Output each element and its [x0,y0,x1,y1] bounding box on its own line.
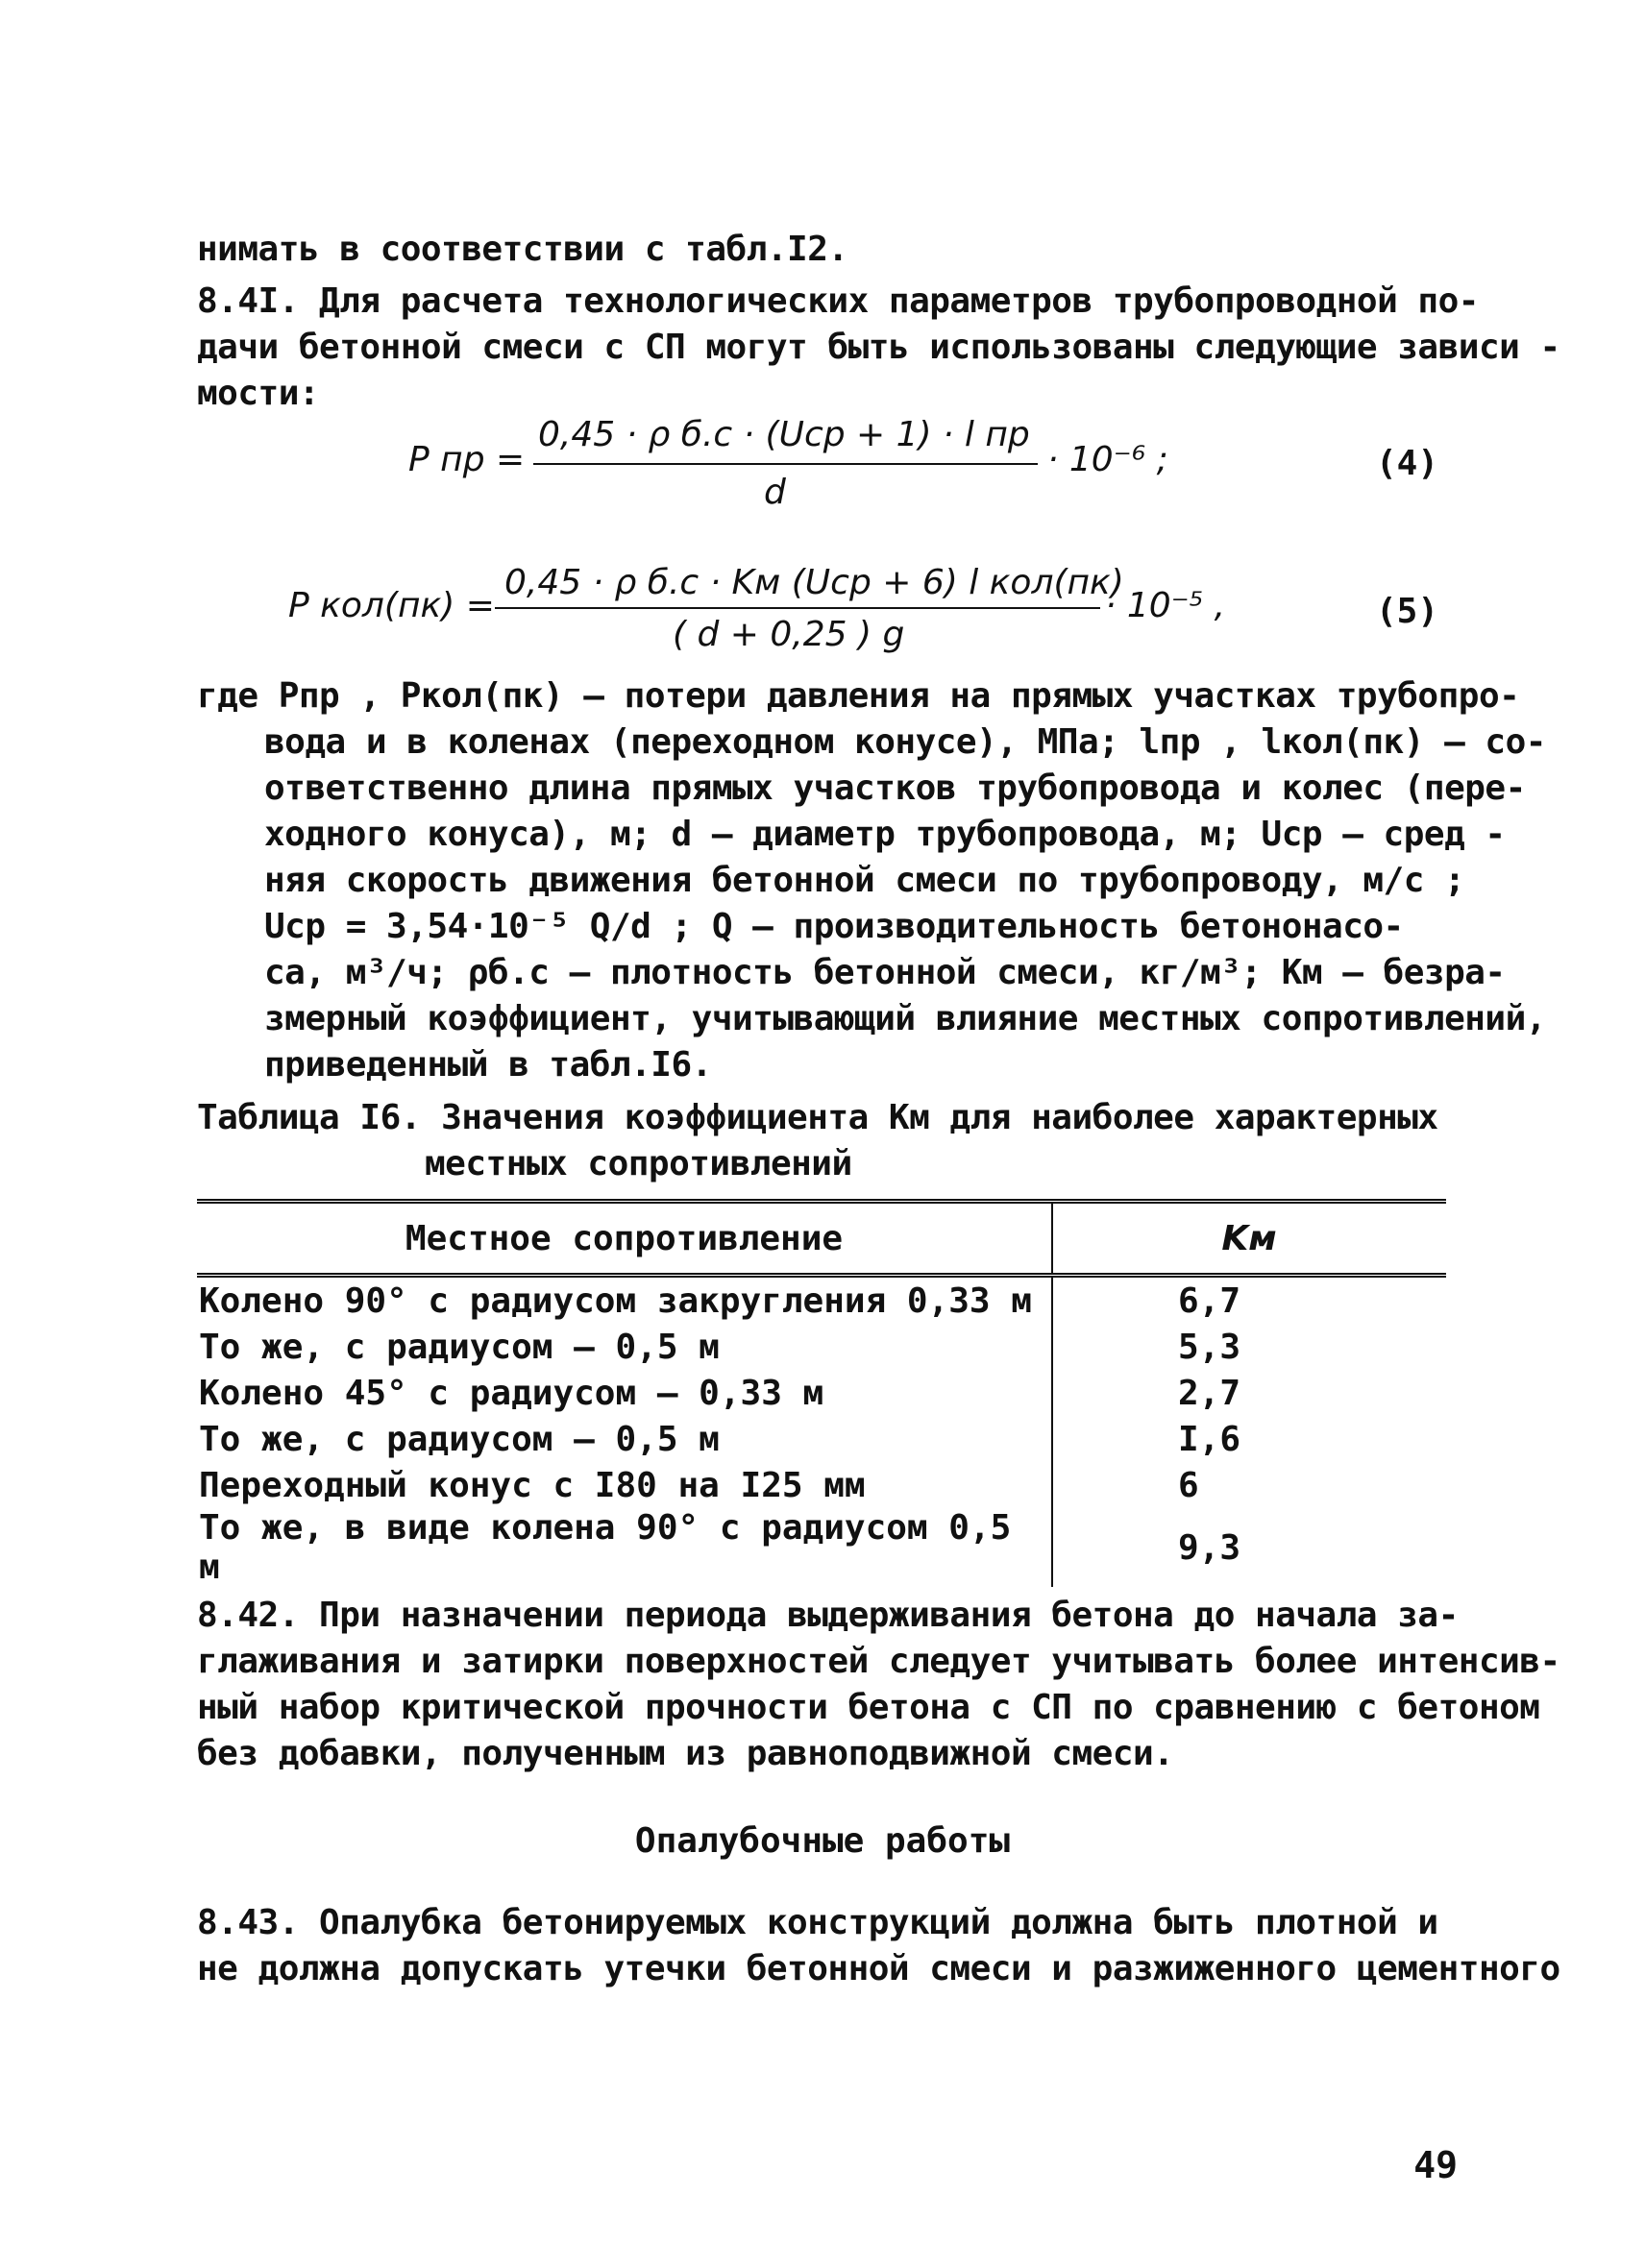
table-header: Местное сопротивление [197,1202,1052,1276]
text-line: 8.43. Опалубка бетонируемых конструкций должна быть плотной и [197,1903,1438,1942]
text-line: глаживания и затирки поверхностей следует учитывать более интенсив- [197,1642,1560,1681]
text-line: Uср = 3,54·10⁻⁵ Q/d ; Q – производительность бетононасо- [264,907,1404,946]
table-row [197,1324,1446,1370]
text-line: без добавки, полученным из равноподвижной смеси. [197,1734,1174,1773]
table-caption: Таблица I6. Значения коэффициента Kм для наиболее характерных [197,1098,1438,1137]
table-cell: Колено 90° с радиусом закругления 0,33 м [197,1276,1052,1325]
formula-5-lhs: P кол(пк) = [288,586,495,625]
formula-5-numerator: 0,45 · ρ б.с · Kм (Uср + 6) l кол(пк) [504,563,1124,602]
text-line: ответственно длина прямых участков трубопровода и колес (пере- [264,768,1526,808]
formula-4-denominator: d [764,473,786,512]
table-row [197,1276,1446,1325]
formula-4-numerator: 0,45 · ρ б.с · (Uср + 1) · l пр [538,415,1030,454]
table-caption: местных сопротивлений [425,1144,852,1183]
text-line: 8.42. При назначении периода выдерживания бетона до начала за- [197,1596,1459,1635]
table-cell: 6 [1178,1465,1199,1505]
text-line: няя скорость движения бетонной смеси по трубопроводу, м/с ; [264,861,1465,900]
formula-4-fraction-bar [533,463,1038,465]
text-line: са, м³/ч; ρб.с – плотность бетонной смеси, кг/м³; Kм – безра- [264,953,1506,992]
text-line: ный набор критической прочности бетона с СП по сравнению с бетоном [197,1688,1540,1727]
equation-number-4: (4) [1376,444,1439,483]
table-cell: 2,7 [1178,1373,1241,1413]
table-row [197,1462,1446,1508]
table-row [197,1370,1446,1416]
section-title: Опалубочные работы [634,1821,1011,1861]
table-cell: 5,3 [1178,1327,1241,1367]
text-line: дачи бетонной смеси с СП могут быть использованы следующие зависи - [197,328,1560,367]
text-line: мости: [197,374,320,413]
text-line: вода и в коленах (переходном конусе), МПа; lпр , lкол(пк) – со- [264,722,1546,762]
table-header-row [197,1202,1446,1276]
table-row [197,1508,1446,1587]
table-cell: Колено 45° с радиусом – 0,33 м [197,1370,1052,1416]
text-line: ходного конуса), м; d – диаметр трубопровода, м; Uср – сред - [264,815,1506,854]
formula-4-lhs: P пр = [408,440,526,479]
equation-number-5: (5) [1376,592,1439,631]
formula-4-tail: · 10⁻⁶ ; [1047,440,1168,479]
formula-5-tail: · 10⁻⁵ , [1105,586,1226,625]
text-line: змерный коэффициент, учитывающий влияние местных сопротивлений, [264,999,1546,1038]
text-line: нимать в соответствии с табл.I2. [197,230,848,269]
table-cell: Переходный конус с I80 на I25 мм [197,1462,1052,1508]
coefficient-table [197,1199,1446,1587]
table-header: Kм [1052,1202,1446,1276]
text-line: 8.4I. Для расчета технологических параметров трубопроводной по- [197,281,1479,321]
table-cell: 9,3 [1178,1527,1241,1568]
formula-5-denominator: ( d + 0,25 ) g [673,615,905,654]
page-number: 49 [1413,2144,1458,2186]
table-cell: То же, с радиусом – 0,5 м [197,1324,1052,1370]
table-row [197,1416,1446,1462]
table-cell: То же, в виде колена 90° с радиусом 0,5 м [197,1508,1052,1587]
text-line: не должна допускать утечки бетонной смеси и разжиженного цементного [197,1949,1560,1988]
table-cell: То же, с радиусом – 0,5 м [197,1416,1052,1462]
text-line: приведенный в табл.I6. [264,1045,712,1085]
formula-5-fraction-bar [495,607,1100,609]
table-cell: I,6 [1178,1419,1241,1459]
text-line: где Pпр , Pкол(пк) – потери давления на прямых участках трубопро- [197,676,1520,716]
table-cell: 6,7 [1178,1280,1241,1321]
